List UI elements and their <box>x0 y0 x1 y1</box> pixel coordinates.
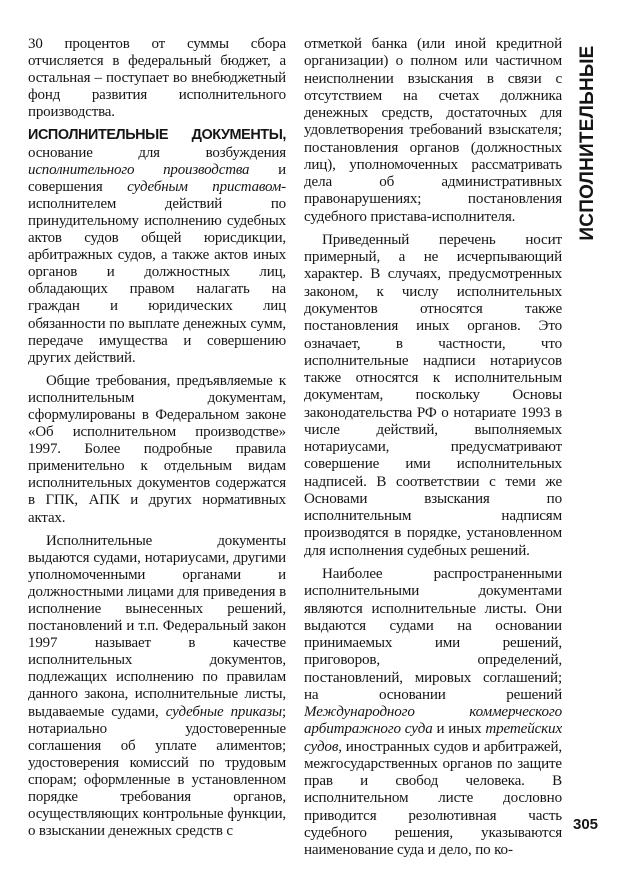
paragraph-non-exhaustive-list: Приведенный перечень носит примерный, а не исчерпывающий характер. В случаях, предусмотренных законом, к числу исполнительных документов относятся также постановления иных органов. Это означает, в частности, что исполнительные надписи нотариусов также относятся к исполнительным документам, поскольку Основы законодательства РФ о нотариате 1993 в числе действий, выполняемых нотариусами, предусматривают совершение ими исполнительных надписей. В соответствии с теми же Основами взыскания по исполнительным надписям производятся в порядке, установленном для исполнения судебных решений. <box>304 231 562 559</box>
running-head <box>568 28 608 258</box>
entry-headword: ИСПОЛНИТЕЛЬНЫЕ ДОКУМЕНТЫ, <box>28 127 286 144</box>
dictionary-entry: ИСПОЛНИТЕЛЬНЫЕ ДОКУМЕНТЫ, основание для возбуждения исполнительного производства и совершения судебным приставом-исполнителем действий по принудительному исполнению судебных актов судов общей юрисдикции, арбитражных судов, а также актов иных органов и должностных лиц, обладающих правом налагать на граждан и юридических лиц обязанности по выплате денежных сумм, передаче имущества и совершению других действий. <box>28 127 286 366</box>
paragraph-general-requirements: Общие требования, предъявляемые к исполнительным документам, сформулированы в Федеральном законе «Об исполнительном производстве» 1997. Более подробные правила применительно к отдельным видам исполнительных документов содержатся в ГПК, АПК и других нормативных актах. <box>28 372 286 526</box>
right-column <box>304 36 562 859</box>
cross-reference-term: Международного коммерческого арбитражного суда <box>304 704 562 738</box>
cross-reference-term: третейских судов <box>304 721 562 755</box>
page-number: 305 <box>573 816 599 833</box>
paragraph-writs-of-execution: Наиболее распространенными исполнительными документами являются исполнительные листы. Они выдаются судами на основании принимаемых ими решений, приговоров, определений, постановлений, мировых соглашений; на основании решений Международного коммерческого арбитражного суда и иных третейских судов, иностранных судов и арбитражей, межгосударственных органов по защите прав и свобод человека. В исполнительном листе дословно приводится резолютивная часть судебного решения, указываются наименование суда и дело, по ко- <box>304 565 562 859</box>
left-column <box>28 36 286 840</box>
cross-reference-term: судебным приставом <box>127 178 282 195</box>
cross-reference-term: исполнительного производства <box>28 161 250 178</box>
running-head-text: ИСПОЛНИТЕЛЬНЫЕ <box>577 45 598 241</box>
paragraph-issuing-bodies: Исполнительные документы выдаются судами, нотариусами, другими уполномоченными органами и должностными лицами для приведения в исполнение вынесенных решений, постановлений и т.п. Федеральный закон 1997 называет в качестве исполнительных документов, подлежащих исполнению по правилам данного закона, исполнительные листы, выдаваемые судами, судебные приказы; нотариально удостоверенные соглашения об уплате алиментов; удостоверения комиссий по трудовым спорам; оформленные в установленном порядке требования органов, осуществляющих контрольные функции, о взыскании денежных средств с <box>28 532 286 840</box>
paragraph-tax-distribution: 30 процентов от суммы сбора отчисляется в федеральный бюджет, а остальная – поступает во внебюджетный фонд развития исполнительного производства. <box>28 36 286 121</box>
paragraph-bank-mark: отметкой банка (или иной кредитной организации) о полном или частичном неисполнении взыскания в связи с отсутствием на счетах должника денежных средств, достаточных для удовлетворения требований взыскателя; постановления органов (должностных лиц), уполномоченных рассматривать дела об административных правонарушениях; постановления судебного пристава-исполнителя. <box>304 36 562 225</box>
cross-reference-term: судебные приказы <box>165 703 282 720</box>
